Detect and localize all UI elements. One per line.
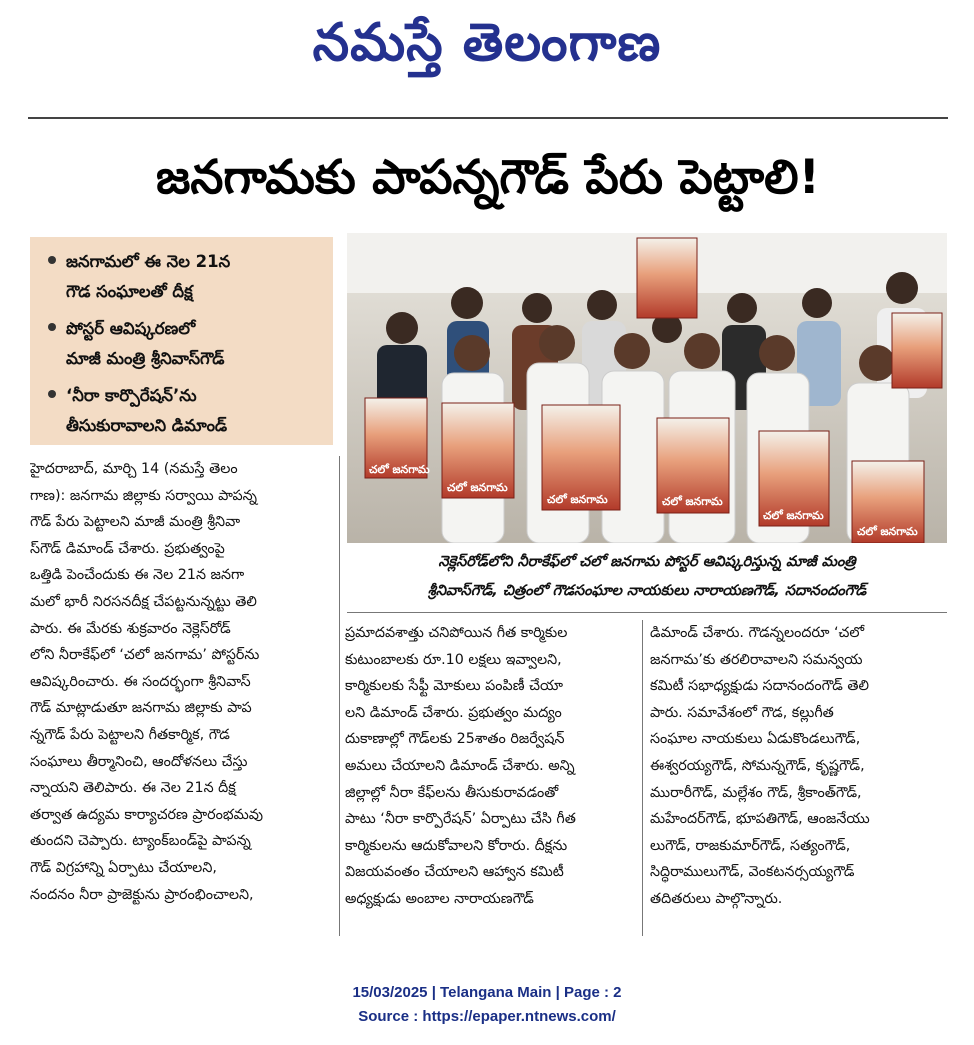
highlight-item xyxy=(48,314,323,374)
text-line: స్‌గౌడ్‌ డిమాండ్‌ చేశారు. ప్రభుత్వంపై xyxy=(30,540,225,557)
poster-label: చలో జనగామ xyxy=(369,463,430,476)
caption-line: నెక్లెస్‌రోడ్‌లోని నీరాకేఫ్‌లో చలో జనగామ పోస్టర్‌ ఆవిష్కరిస్తున్న మాజీ మంత్రి xyxy=(438,554,856,570)
article-headline: జనగామకు పాపన్నగౌడ్‌ పేరు పెట్టాలి! xyxy=(156,150,820,205)
highlight-line: పోస్టర్‌ ఆవిష్కరణలో xyxy=(66,319,196,338)
text-line: కార్మికులకు సేఫ్టీ మోకులు పంపిణీ చేయా xyxy=(345,678,563,695)
bullet-icon xyxy=(48,256,56,264)
text-line: జనగామ’కు తరలిరావాలని సమన్వయ xyxy=(650,651,863,668)
highlight-line: ‘నీరా కార్పొరేషన్‌’ను xyxy=(66,386,197,405)
text-line: కుటుంబాలకు రూ.10 లక్షలు ఇవ్వాలని, xyxy=(345,651,562,668)
text-line: కమిటీ సభాధ్యక్షుడు సదానందంగౌడ్‌ తెలి xyxy=(650,678,869,695)
text-line: తుందని చెప్పారు. ట్యాంక్‌బండ్‌పై పాపన్న xyxy=(30,833,251,850)
poster-label: చలో జనగామ xyxy=(857,525,918,538)
text-line: ఆవిష్కరించారు. ఈ సందర్భంగా శ్రీనివాస్‌ xyxy=(30,673,251,690)
text-line: అమలు చేయాలని డిమాండ్‌ చేశారు. అన్ని xyxy=(345,757,575,774)
column-divider xyxy=(339,456,340,936)
column-divider xyxy=(642,620,643,936)
poster-label: చలో జనగామ xyxy=(547,493,608,506)
highlight-line: జనగామలో ఈ నెల 21న xyxy=(66,252,231,271)
highlight-line: మాజీ మంత్రి శ్రీనివాస్‌గౌడ్‌ xyxy=(66,349,225,368)
text-line: లోని నీరాకేఫ్‌లో ‘చలో జనగామ’ పోస్టర్‌ను xyxy=(30,647,260,664)
page-footer xyxy=(0,981,974,1029)
poster-label: చలో జనగామ xyxy=(763,509,824,522)
article-column-2 xyxy=(345,620,635,913)
text-line: పారు. సమావేశంలో గౌడ, కల్లుగీత xyxy=(650,704,834,721)
article-photo xyxy=(347,233,947,543)
highlight-item xyxy=(48,381,323,441)
text-line: అధ్యక్షుడు అంబాల నారాయణగౌడ్‌ xyxy=(345,890,534,907)
text-line: దుకాణాల్లో గౌడ్‌లకు 25శాతం రిజర్వేషన్‌ xyxy=(345,731,565,748)
text-line: గౌడ్‌ విగ్రహాన్ని ఏర్పాటు చేయాలని, xyxy=(30,859,217,876)
caption-divider xyxy=(347,612,947,613)
text-line: జిల్లాల్లో నీరా కేఫ్‌లను తీసుకురావడంతో xyxy=(345,784,559,801)
text-line: హైదరాబాద్‌, మార్చి 14 (నమస్తే తెలం xyxy=(30,461,238,477)
masthead-title: నమస్తే తెలంగాణ xyxy=(312,13,662,73)
text-line: మహేందర్‌గౌడ్‌, భూపతిగౌడ్‌, ఆంజనేయు xyxy=(650,811,870,828)
bullet-icon xyxy=(48,390,56,398)
poster-label: చలో జనగామ xyxy=(662,495,723,508)
text-line: తర్వాత ఉద్యమ కార్యాచరణ ప్రారంభమవు xyxy=(30,806,263,823)
text-line: పాటు ‘నీరా కార్పొరేషన్‌’ ఏర్పాటు చేసి గీత xyxy=(345,811,576,828)
text-line: లుగౌడ్‌, రాజకుమార్‌గౌడ్‌, సత్యంగౌడ్‌, xyxy=(650,837,851,854)
text-line: మలో భారీ నిరసనదీక్ష చేపట్టనున్నట్టు తెలి xyxy=(30,593,257,610)
text-line: విజయవంతం చేయాలని ఆహ్వాన కమిటీ xyxy=(345,864,564,881)
caption-line: శ్రీనివాస్‌గౌడ్‌, చిత్రంలో గౌడసంఘాల నాయకులు నారాయణగౌడ్‌, సదానందంగౌడ్‌ xyxy=(427,583,867,599)
highlight-line: గౌడ సంఘాలతో దీక్ష xyxy=(66,282,193,301)
text-line: ప్రమాదవశాత్తు చనిపోయిన గీత కార్మికుల xyxy=(345,625,568,641)
poster-label: చలో జనగామ xyxy=(447,481,508,494)
text-line: డిమాండ్‌ చేశారు. గౌడన్నలందరూ ‘చలో xyxy=(650,625,865,641)
text-line: ఈశ్వరయ్యగౌడ్‌, సోమన్నగౌడ్‌, కృష్ణగౌడ్‌, xyxy=(650,757,865,774)
text-line: గాణ): జనగామ జిల్లాకు సర్వాయి పాపన్న xyxy=(30,487,257,504)
footer-date-line: 15/03/2025 | Telangana Main | Page : 2 xyxy=(352,984,622,1001)
text-line: మురారీగౌడ్‌, మల్లేశం గౌడ్‌, శ్రీకాంత్‌గౌడ్‌, xyxy=(650,784,862,801)
text-line: గౌడ్‌ పేరు పెట్టాలని మాజీ మంత్రి శ్రీనివా xyxy=(30,514,241,531)
text-line: లని డిమాండ్‌ చేశారు. ప్రభుత్వం మద్యం xyxy=(345,704,562,721)
article-column-1 xyxy=(30,456,333,908)
highlight-item xyxy=(48,247,323,307)
text-line: తదితరులు పాల్గొన్నారు. xyxy=(650,890,783,907)
text-line: గౌడ్‌ మాట్లాడుతూ జనగామ జిల్లాకు పాప xyxy=(30,700,252,717)
text-line: సంఘాలు తీర్మానించి, ఆందోళనలు చేస్తు xyxy=(30,753,248,770)
photo-illustration xyxy=(347,233,947,543)
text-line: న్నాయని తెలిపారు. ఈ నెల 21న దీక్ష xyxy=(30,780,236,797)
photo-caption xyxy=(347,546,947,608)
text-line: నందనం నీరా ప్రాజెక్టును ప్రారంభించాలని, xyxy=(30,886,254,903)
bullet-icon xyxy=(48,323,56,331)
footer-source-link[interactable]: Source : https://epaper.ntnews.com/ xyxy=(358,1008,616,1025)
text-line: సంఘాల నాయకులు ఏడుకొండలుగౌడ్‌, xyxy=(650,731,861,748)
masthead-divider xyxy=(28,117,948,119)
text-line: సిద్ధిరాములుగౌడ్‌, వెంకటనర్సయ్యగౌడ్‌ xyxy=(650,864,855,881)
text-line: ఒత్తిడి పెంచేందుకు ఈ నెల 21న జనగా xyxy=(30,567,245,584)
text-line: కార్మికులను ఆదుకోవాలని కోరారు. దీక్షను xyxy=(345,837,568,854)
article-column-3 xyxy=(650,620,947,913)
text-line: న్నగౌడ్‌ పేరు పెట్టాలని గీతకార్మిక, గౌడ xyxy=(30,726,230,743)
highlights-box xyxy=(30,237,333,445)
highlight-line: తీసుకురావాలని డిమాండ్‌ xyxy=(66,416,228,435)
text-line: పారు. ఈ మేరకు శుక్రవారం నెక్లెస్‌రోడ్‌ xyxy=(30,620,231,637)
